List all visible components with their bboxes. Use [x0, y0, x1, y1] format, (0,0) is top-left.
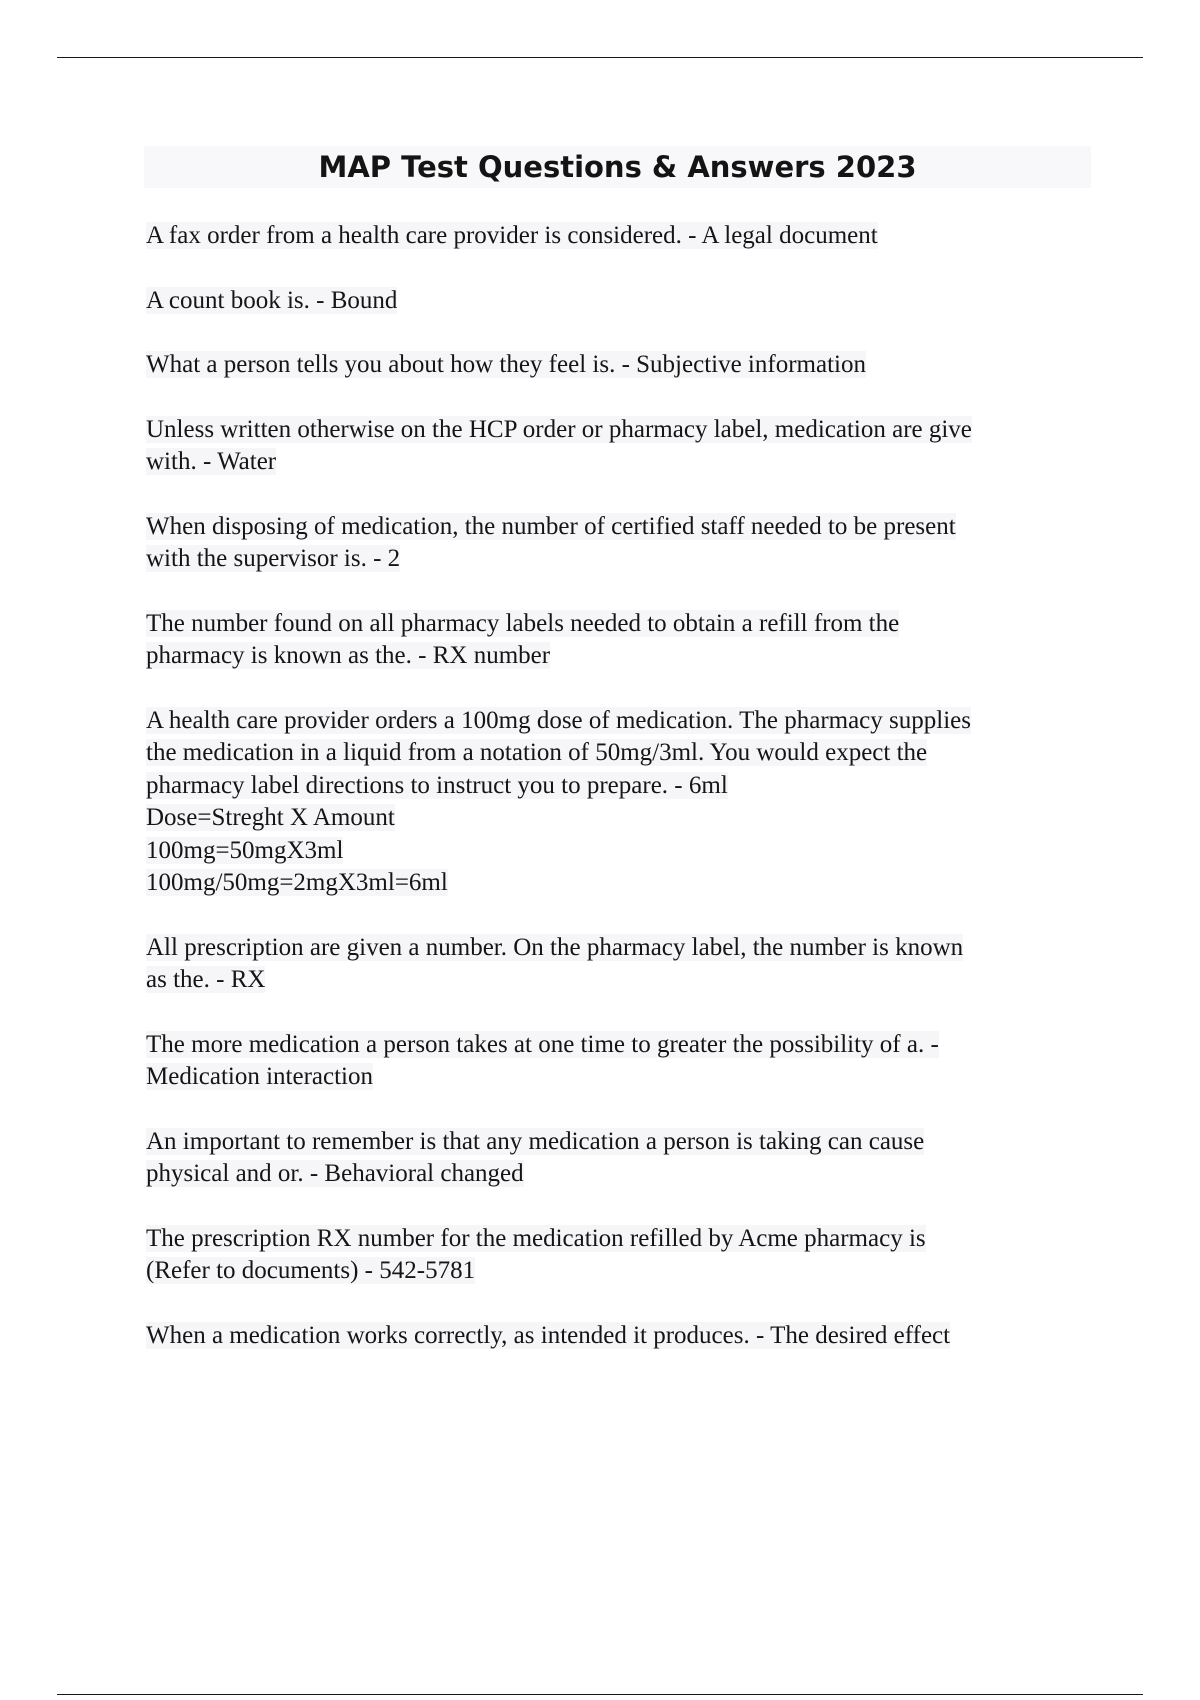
qa-line	[146, 802, 1096, 835]
qa-text: What a person tells you about how they feel is. - Subjective information	[146, 351, 866, 378]
qa-line	[146, 705, 1096, 738]
qa-line	[146, 446, 1096, 479]
qa-text: pharmacy label directions to instruct you to prepare. - 6ml	[146, 771, 728, 799]
qa-line	[146, 640, 1096, 673]
qa-text: Unless written otherwise on the HCP order or pharmacy label, medication are give	[146, 415, 972, 443]
qa-item	[146, 1320, 1096, 1353]
qa-line	[146, 867, 1096, 900]
bottom-divider	[57, 1694, 1143, 1695]
qa-text: pharmacy is known as the. - RX number	[146, 642, 551, 669]
qa-line	[146, 932, 1096, 965]
qa-text: All prescription are given a number. On the pharmacy label, the number is known	[146, 933, 964, 961]
qa-text: A count book is. - Bound	[146, 286, 398, 314]
qa-line	[146, 1158, 1096, 1191]
qa-text: 100mg=50mgX3ml	[146, 836, 344, 864]
qa-text: A fax order from a health care provider is considered. - A legal document	[146, 222, 878, 249]
qa-line	[146, 511, 1096, 544]
qa-text: When a medication works correctly, as intended it produces. - The desired effect	[146, 1321, 951, 1349]
qa-item	[146, 705, 1096, 900]
page-title: MAP Test Questions & Answers 2023	[318, 150, 917, 184]
qa-line	[146, 1029, 1096, 1062]
qa-text: When disposing of medication, the number of certified staff needed to be present	[146, 512, 956, 540]
qa-text: (Refer to documents) - 542-5781	[146, 1257, 476, 1284]
qa-item	[146, 349, 1096, 382]
qa-text: with the supervisor is. - 2	[146, 545, 401, 572]
qa-text: 100mg/50mg=2mgX3ml=6ml	[146, 869, 448, 896]
qa-text: Medication interaction	[146, 1063, 374, 1090]
qa-text: as the. - RX	[146, 966, 266, 993]
top-divider	[57, 57, 1143, 58]
qa-item	[146, 608, 1096, 673]
qa-text: The more medication a person takes at one time to greater the possibility of a. -	[146, 1030, 939, 1058]
qa-text: A health care provider orders a 100mg dose of medication. The pharmacy supplies	[146, 706, 971, 734]
qa-line	[146, 349, 1096, 382]
qa-text: Dose=Streght X Amount	[146, 804, 395, 831]
qa-line	[146, 835, 1096, 868]
qa-line	[146, 414, 1096, 447]
qa-line	[146, 1255, 1096, 1288]
qa-line	[146, 1223, 1096, 1256]
qa-item	[146, 1223, 1096, 1288]
qa-line	[146, 543, 1096, 576]
qa-text: The prescription RX number for the medication refilled by Acme pharmacy is	[146, 1224, 926, 1252]
qa-line	[146, 1320, 1096, 1353]
qa-line	[146, 285, 1096, 318]
qa-line	[146, 1061, 1096, 1094]
qa-item	[146, 1126, 1096, 1191]
qa-item	[146, 932, 1096, 997]
qa-item	[146, 220, 1096, 253]
qa-line	[146, 964, 1096, 997]
qa-text: the medication in a liquid from a notation of 50mg/3ml. You would expect the	[146, 739, 928, 766]
qa-item	[146, 285, 1096, 318]
qa-line	[146, 608, 1096, 641]
qa-text: with. - Water	[146, 448, 277, 475]
qa-line	[146, 737, 1096, 770]
qa-line	[146, 220, 1096, 253]
qa-line	[146, 1126, 1096, 1159]
qa-item	[146, 511, 1096, 576]
qa-item	[146, 1029, 1096, 1094]
qa-list	[146, 220, 1096, 1384]
qa-text: An important to remember is that any medication a person is taking can cause	[146, 1127, 925, 1155]
qa-item	[146, 414, 1096, 479]
qa-line	[146, 770, 1096, 803]
qa-text: The number found on all pharmacy labels needed to obtain a refill from the	[146, 609, 900, 637]
qa-text: physical and or. - Behavioral changed	[146, 1160, 524, 1187]
